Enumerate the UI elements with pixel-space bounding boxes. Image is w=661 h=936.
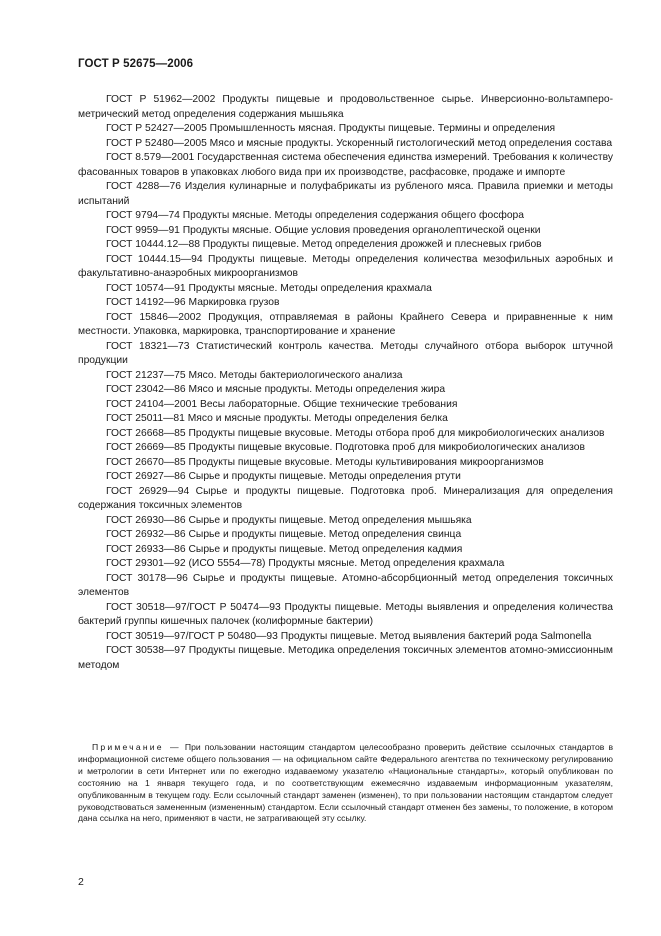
reference-item: ГОСТ 29301—92 (ИСО 5554—78) Продукты мясные. Метод определения крахмала (106, 558, 505, 569)
reference-item: ГОСТ 26930—86 Сырье и продукты пищевые. Метод определения мышьяка (106, 514, 472, 526)
reference-item: ГОСТ 25011—81 Мясо и мясные продукты. Методы определения белка (106, 413, 448, 424)
reference-item: ГОСТ 4288—76 Изделия кулинарные и полуфабрикаты из рубленого мяса. Правила приемки и методы испытаний (78, 181, 613, 207)
reference-item: ГОСТ 26670—85 Продукты пищевые вкусовые. Методы культивирования микроорганизмов (106, 456, 544, 468)
reference-item: ГОСТ 15846—2002 Продукция, отправляемая в районы Крайнего Севера и приравненные к ним местности. Упаковка, маркировка, транспортирование и хранение (78, 311, 613, 337)
reference-item: ГОСТ 26669—85 Продукты пищевые вкусовые. Подготовка проб для микробиологических анализов (106, 442, 585, 453)
reference-item: ГОСТ Р 52480—2005 Мясо и мясные продукты. Ускоренный гистологический метод определения состава (106, 137, 613, 149)
reference-item: ГОСТ 8.579—2001 Государственная система обеспечения единства измерений. Требования к количеству фасованных товаров в упаковках любого вида при их производстве, расфасовке, продаже и импорте (78, 152, 613, 178)
reference-item: ГОСТ 10444.12—88 Продукты пищевые. Метод определения дрожжей и плесневых грибов (106, 239, 542, 250)
reference-item: ГОСТ 26933—86 Сырье и продукты пищевые. Метод определения кадмия (106, 543, 463, 555)
reference-item: ГОСТ 10574—91 Продукты мясные. Методы определения крахмала (106, 282, 432, 294)
reference-item: ГОСТ 30538—97 Продукты пищевые. Методика определения токсичных элементов атомно-эмиссионным методом (78, 645, 613, 671)
page-number: 2 (78, 876, 84, 888)
reference-item: ГОСТ 30518—97/ГОСТ Р 50474—93 Продукты пищевые. Методы выявления и определения количества бактерий группы кишечных палочек (колиформные бактерии) (78, 601, 613, 627)
page-header-standard-number: ГОСТ Р 52675—2006 (78, 58, 194, 70)
reference-item: ГОСТ 9794—74 Продукты мясные. Методы определения содержания общего фосфора (106, 210, 525, 221)
reference-item: ГОСТ 24104—2001 Весы лабораторные. Общие технические требования (106, 398, 458, 410)
reference-item: ГОСТ 26668—85 Продукты пищевые вкусовые. Методы отбора проб для микробиологических анализов (106, 427, 605, 439)
note-text: При пользовании настоящим стандартом целесообразно проверить действие ссылочных стандартов в информационной системе общего пользования — на официальном сайте Федерального агентства по техническому регулированию и метрологии в сети Интернет или по ежегодно издаваемому указателю «Национальные стандарты», который опубликован по состоянию на 1 января текущего года, и по соответствующим ежемесячно издаваемым информационным указателям, опубликованным в текущем году. Если ссылочный стандарт заменен (изменен), то при пользовании настоящим стандартом следует руководствоваться замененным (измененным) стандартом. Если ссылочный стандарт отменен без замены, то положение, в котором дана ссылка на него, применяют в части, не затрагивающей эту ссылку. (78, 742, 614, 824)
reference-item: ГОСТ Р 51962—2002 Продукты пищевые и продовольственное сырье. Инверсионно-вольтамперо-метрический метод определения содержания мышьяка (78, 94, 613, 120)
note-paragraph (78, 742, 613, 825)
reference-item: ГОСТ Р 52427—2005 Промышленность мясная. Продукты пищевые. Термины и определения (106, 123, 556, 134)
reference-item: ГОСТ 9959—91 Продукты мясные. Общие условия проведения органолептической оценки (106, 224, 541, 236)
reference-item: ГОСТ 26932—86 Сырье и продукты пищевые. Метод определения свинца (106, 529, 462, 540)
reference-item: ГОСТ 23042—86 Мясо и мясные продукты. Методы определения жира (106, 384, 446, 395)
note-label: Примечание — (92, 742, 181, 752)
reference-item: ГОСТ 30519—97/ГОСТ Р 50480—93 Продукты пищевые. Метод выявления бактерий рода Salmonella (106, 630, 592, 642)
reference-item: ГОСТ 21237—75 Мясо. Методы бактериологического анализа (106, 369, 403, 381)
reference-item: ГОСТ 14192—96 Маркировка грузов (106, 297, 280, 308)
note-block (78, 742, 613, 825)
reference-item: ГОСТ 30178—96 Сырье и продукты пищевые. Атомно-абсорбционный метод определения токсичных элементов (78, 572, 613, 598)
reference-item: ГОСТ 18321—73 Статистический контроль качества. Методы случайного отбора выборок штучной продукции (78, 340, 613, 366)
normative-references-list (78, 93, 613, 673)
reference-item: ГОСТ 26927—86 Сырье и продукты пищевые. Методы определения ртути (106, 471, 461, 482)
reference-item: ГОСТ 10444.15—94 Продукты пищевые. Методы определения количества мезофильных аэробных и факультативно-анаэробных микроорганизмов (78, 253, 613, 279)
reference-item: ГОСТ 26929—94 Сырье и продукты пищевые. Подготовка проб. Минерализация для определения содержания токсичных элементов (78, 485, 613, 511)
